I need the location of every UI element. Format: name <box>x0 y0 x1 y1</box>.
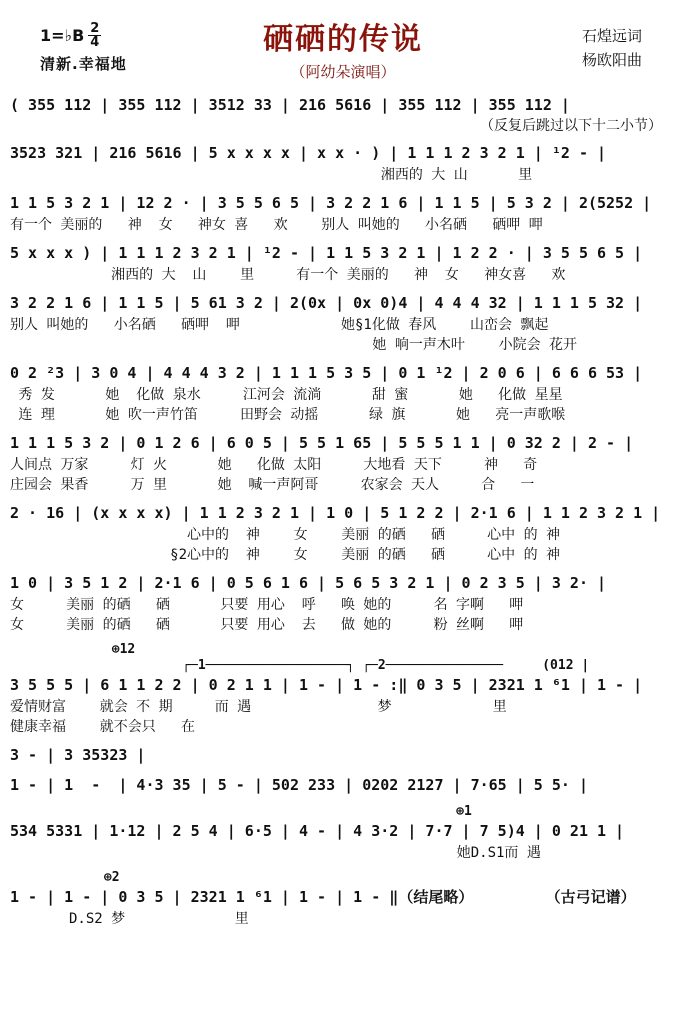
lyrics-line: 女 美丽 的硒 硒 只要 用心 呼 唤 她的 名 字啊 呷 <box>10 597 524 613</box>
system-9 <box>10 572 676 635</box>
notation-line: 2 · 16 | (x x x x) | 1 1 2 3 2 1 | 1 0 | 5 1 2 2 | 2·1 6 | 1 1 2 3 2 1 | <box>10 504 661 522</box>
notation-line: 1 0 | 3 5 1 2 | 2·1 6 | 0 5 6 1 6 | 5 6 5 3 2 1 | 0 2 3 5 | 3 2· | <box>10 574 607 592</box>
system-8 <box>10 502 676 565</box>
system-2 <box>10 142 676 185</box>
lyrics-line: §2心中的 神 女 美丽 的硒 硒 心中 的 神 <box>10 547 561 563</box>
system-7 <box>10 432 676 495</box>
performer-subtitle: （阿幼朵演唱） <box>290 63 396 81</box>
lyrics-line: 连 理 她 吹一声竹笛 田野会 动摇 绿 旗 她 亮一声歌喉 <box>10 407 566 423</box>
system-10 <box>10 642 676 737</box>
system-1 <box>10 94 676 135</box>
marks-line: ⊕1 <box>10 804 472 819</box>
marks-line: ┌─1──────────────────┐ ┌─2─────────────── (012 | <box>10 658 590 673</box>
lyrics-line: 爱情财富 就会 不 期 而 遇 梦 里 <box>10 699 507 715</box>
lyrics-line: 湘西的 大 山 里 <box>10 167 533 183</box>
lyrics-line: 人间点 万家 灯 火 她 化做 太阳 大地看 天下 神 奇 <box>10 457 538 473</box>
lyrics-line: 她 响一声木叶 小院会 花开 <box>10 337 578 353</box>
notation-line: 534 5331 | 1·12 | 2 5 4 | 6·5 | 4 - | 4 3·2 | 7·7 | 7 5)4 | 0 21 1 | <box>10 822 625 840</box>
notation-line: 1 - | 1 - | 4·3 35 | 5 - | 502 233 | 0202 2127 | 7·65 | 5 5· | <box>10 776 588 794</box>
lyrics-line: 健康幸福 就不会只 在 <box>10 719 196 735</box>
page-title: 硒硒的传说 <box>263 22 423 57</box>
lyrics-line: 别人 叫她的 小名硒 硒呷 呷 她§1化做 春风 山峦会 飘起 <box>10 317 549 333</box>
notation-line: 1 1 1 5 3 2 | 0 1 2 6 | 6 0 5 | 5 5 1 65 | 5 5 5 1 1 | 0 32 2 | 2 - | <box>10 434 634 452</box>
notation-line: 3 2 2 1 6 | 1 1 5 | 5 61 3 2 | 2(0x | 0x 0)4 | 4 4 4 32 | 1 1 1 5 32 | <box>10 294 643 312</box>
marks-line: ⊕2 <box>10 870 120 885</box>
title-block <box>10 14 676 82</box>
lyrics-line: 秀 发 她 化做 泉水 江河会 流淌 甜 蜜 她 化做 星星 <box>10 387 563 403</box>
system-3 <box>10 192 676 235</box>
composer-credit: 杨欧阳曲 <box>581 51 642 69</box>
notation-line: 3 5 5 5 | 6 1 1 2 2 | 0 2 1 1 | 1 - | 1 - :‖ 0 3 5 | 2321 1 ⁶1 | 1 - | <box>10 676 643 694</box>
system-14 <box>10 870 676 929</box>
lyrics-line: 她D.S1而 遇 <box>10 845 541 861</box>
system-11 <box>10 744 676 767</box>
notation-line: 3 - | 3 35323 | <box>10 746 146 764</box>
credits-block <box>582 24 642 72</box>
notation-line: 1 1 5 3 2 1 | 12 2 · | 3 5 5 6 5 | 3 2 2 1 6 | 1 1 5 | 5 3 2 | 2(5252 | <box>10 194 652 212</box>
lyrics-line: D.S2 梦 里 <box>10 911 249 927</box>
score <box>10 94 676 929</box>
meter-bottom: 4 <box>90 35 100 50</box>
system-5 <box>10 292 676 355</box>
system-4 <box>10 242 676 285</box>
lyrics-line: 庄园会 果香 万 里 她 喊一声阿哥 农家会 天人 合 一 <box>10 477 535 493</box>
notation-line: ( 355 112 | 355 112 | 3512 33 | 216 5616 | 355 112 | 355 112 | <box>10 96 570 114</box>
tempo-marking: 清新.幸福地 <box>40 55 127 73</box>
marks-line: ⊕12 <box>10 642 136 657</box>
lyrics-line: 湘西的 大 山 里 有一个 美丽的 神 女 神女喜 欢 <box>10 267 566 283</box>
key-label: 1=♭B <box>40 26 85 45</box>
system-12 <box>10 774 676 797</box>
notation-line: 5 x x x ) | 1 1 1 2 3 2 1 | ¹2 - | 1 1 5 3 2 1 | 1 2 2 · | 3 5 5 6 5 | <box>10 244 643 262</box>
lyrics-line: 有一个 美丽的 神 女 神女 喜 欢 别人 叫她的 小名硒 硒呷 呷 <box>10 217 543 233</box>
repeat-annotation: （反复后跳过以下十二小节） <box>480 118 662 134</box>
lyrics-line: 女 美丽 的硒 硒 只要 用心 去 做 她的 粉 丝啊 呷 <box>10 617 524 633</box>
lyrics-line: 心中的 神 女 美丽 的硒 硒 心中 的 神 <box>10 527 561 543</box>
header <box>10 8 676 92</box>
notation-line: 0 2 ²3 | 3 0 4 | 4 4 4 3 2 | 1 1 1 5 3 5 | 0 1 ¹2 | 2 0 6 | 6 6 6 53 | <box>10 364 643 382</box>
lyricist-credit: 石煌远词 <box>581 27 642 45</box>
system-13 <box>10 804 676 863</box>
notation-line: 3523 321 | 216 5616 | 5 x x x x | x x · ) | 1 1 1 2 3 2 1 | ¹2 - | <box>10 144 607 162</box>
meter-top: 2 <box>90 21 100 36</box>
notation-line: 1 - | 1 - | 0 3 5 | 2321 1 ⁶1 | 1 - | 1 - ‖（结尾略） （古弓记谱） <box>10 888 636 906</box>
system-6 <box>10 362 676 425</box>
